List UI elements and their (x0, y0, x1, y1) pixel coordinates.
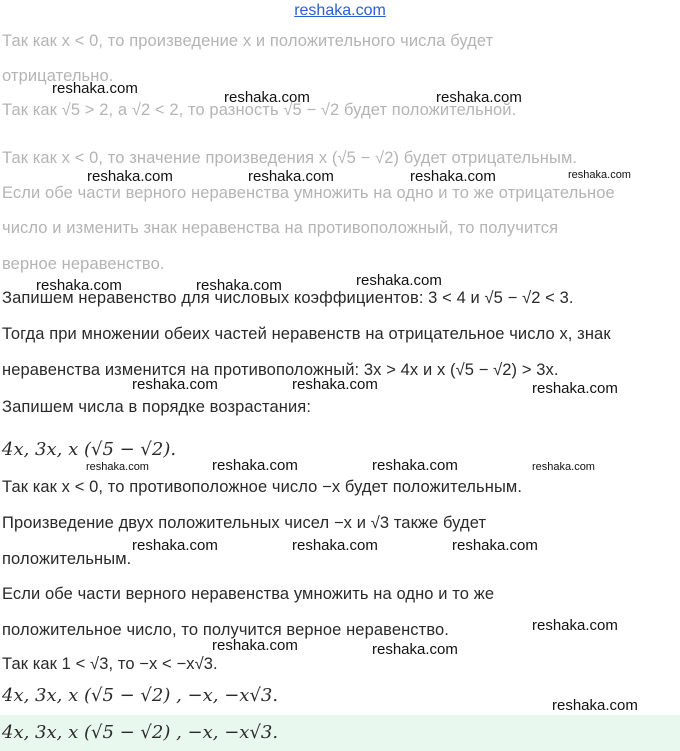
watermark: reshaka.com (132, 376, 218, 393)
text-line-2: отрицательно. (2, 67, 114, 85)
watermark: reshaka.com (196, 277, 282, 294)
text-line-7: верное неравенство. (2, 255, 165, 273)
text-line-13: Так как x < 0, то противоположное число −x будет положительным. (2, 478, 523, 496)
text-line-8: Запишем неравенство для числовых коэффициентов: 3 < 4 и √5 − √2 < 3. (2, 289, 574, 307)
watermark: reshaka.com (86, 461, 149, 473)
watermark: reshaka.com (532, 617, 618, 634)
watermark: reshaka.com (87, 168, 173, 185)
watermark: reshaka.com (248, 168, 334, 185)
watermark: reshaka.com (52, 80, 138, 97)
answer-box (0, 715, 680, 751)
text-line-11: Запишем числа в порядке возрастания: (2, 398, 312, 416)
math-line-ordered: 4x, 3x, x (√5 − √2). (2, 439, 177, 460)
text-line-4: Так как x < 0, то значение произведения x (√5 − √2) будет отрицательным. (2, 149, 578, 167)
text-line-18: Так как 1 < √3, то −x < −x√3. (2, 655, 218, 673)
text-line-15: положительным. (2, 550, 132, 568)
text-line-6: число и изменить знак неравенства на противоположный, то получится (2, 219, 559, 237)
watermark: reshaka.com (410, 168, 496, 185)
text-line-1: Так как x < 0, то произведение x и положительного числа будет (2, 32, 494, 50)
math-line-final: 4x, 3x, x (√5 − √2) , −x, −x√3. (2, 685, 279, 706)
watermark: reshaka.com (372, 641, 458, 658)
watermark: reshaka.com (552, 697, 638, 714)
watermark: reshaka.com (292, 376, 378, 393)
watermark: reshaka.com (452, 537, 538, 554)
watermark: reshaka.com (372, 457, 458, 474)
watermark: reshaka.com (132, 537, 218, 554)
text-line-10: неравенства изменится на противоположный: 3x > 4x и x (√5 − √2) > 3x. (2, 361, 559, 379)
watermark: reshaka.com (224, 89, 310, 106)
text-line-14: Произведение двух положительных чисел −x и √3 также будет (2, 514, 487, 532)
site-link[interactable]: reshaka.com (294, 2, 386, 19)
answer-text: 4x, 3x, x (√5 − √2) , −x, −x√3. (2, 722, 279, 743)
text-line-3: Так как √5 > 2, а √2 < 2, то разность √5 − √2 будет положительной. (2, 101, 517, 119)
watermark: reshaka.com (36, 277, 122, 294)
text-line-16: Если обе части верного неравенства умножить на одно и то же (2, 585, 495, 603)
watermark: reshaka.com (532, 380, 618, 397)
text-line-5: Если обе части верного неравенства умножить на одно и то же отрицательное (2, 184, 615, 202)
watermark: reshaka.com (292, 537, 378, 554)
watermark: reshaka.com (212, 637, 298, 654)
watermark: reshaka.com (356, 272, 442, 289)
watermark: reshaka.com (532, 461, 595, 473)
watermark: reshaka.com (568, 169, 631, 181)
watermark: reshaka.com (436, 89, 522, 106)
text-line-17: положительное число, то получится верное неравенство. (2, 621, 449, 639)
watermark: reshaka.com (212, 457, 298, 474)
text-line-9: Тогда при множении обеих частей неравенств на отрицательное число x, знак (2, 325, 611, 343)
